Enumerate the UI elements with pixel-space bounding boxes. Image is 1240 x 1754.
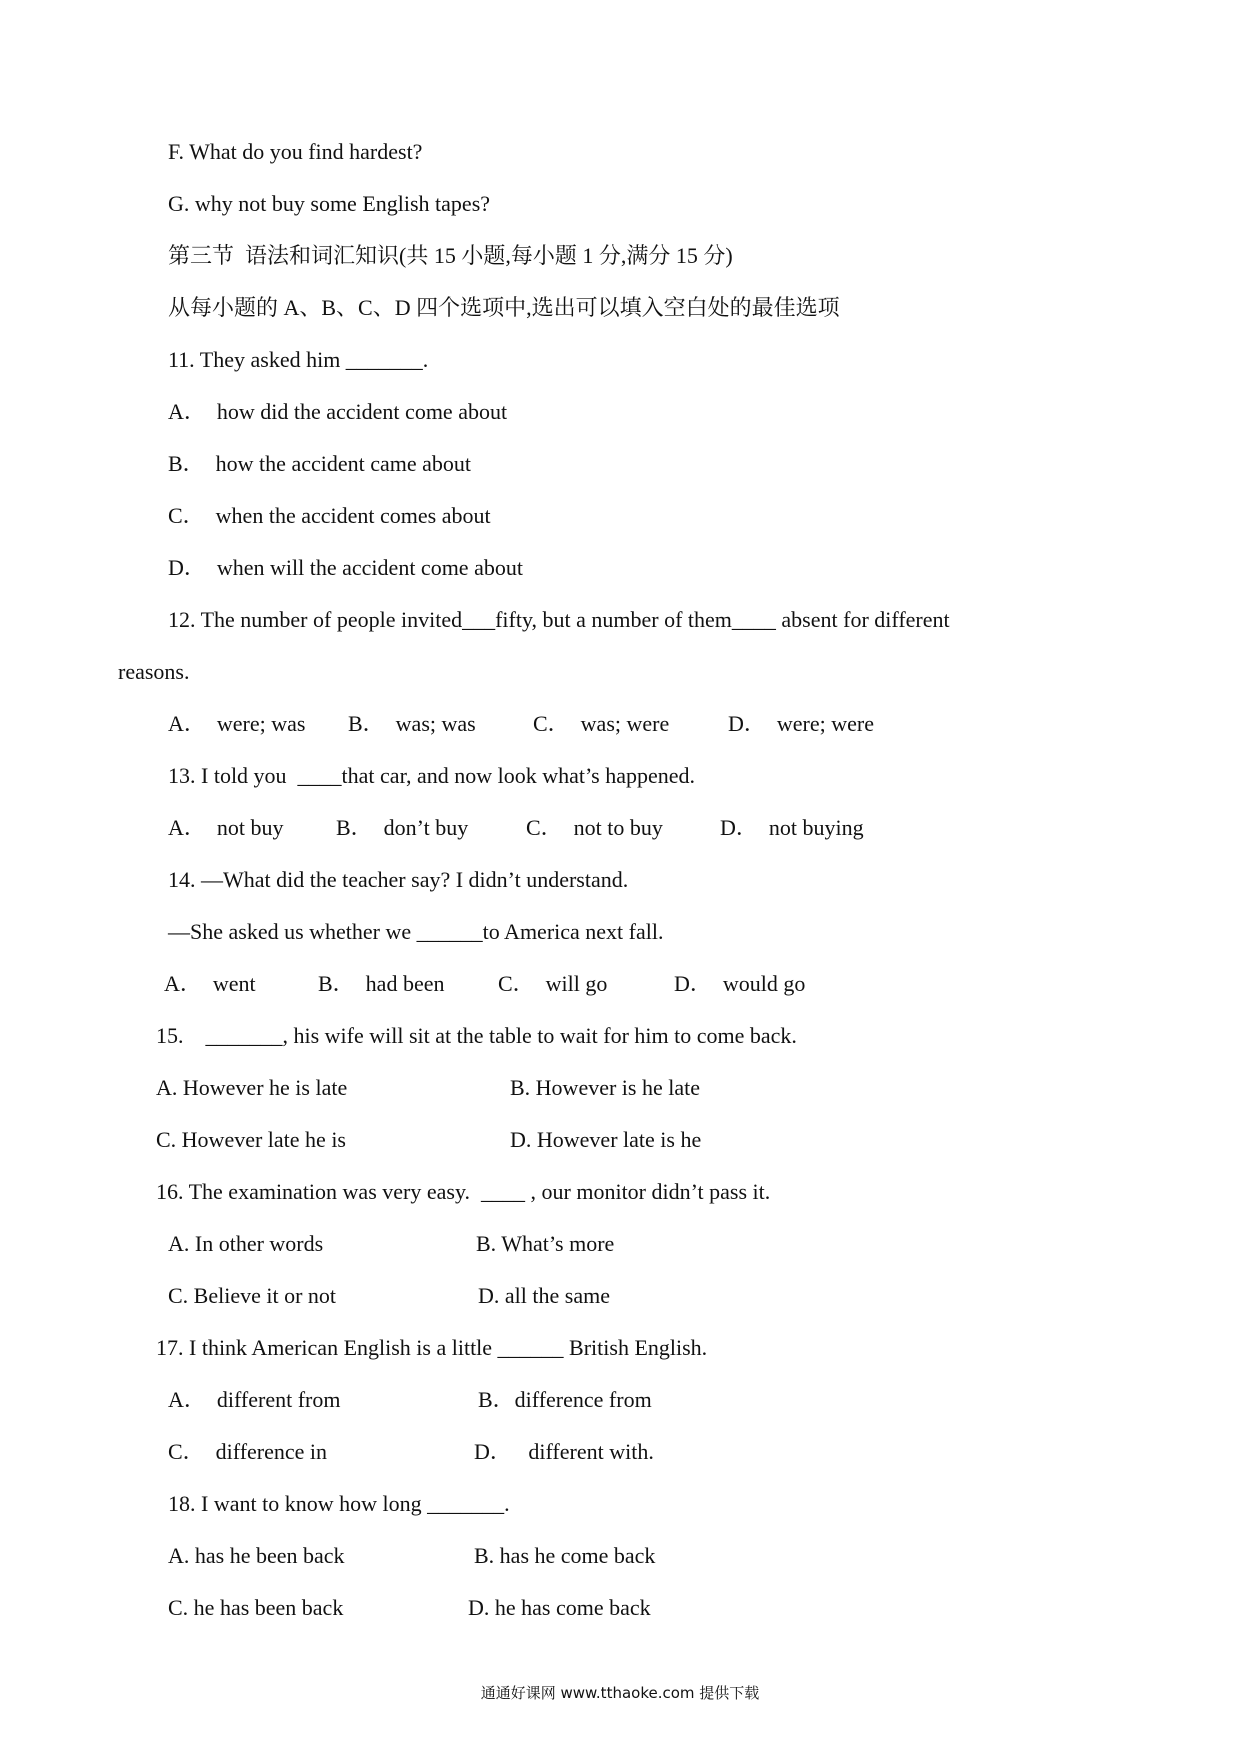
question-12-option-a: A． were; was bbox=[168, 711, 306, 736]
option-g-line: G. why not buy some English tapes? bbox=[168, 191, 491, 216]
question-12-option-b: B． was; was bbox=[348, 711, 476, 736]
question-16-stem: 16. The examination was very easy. ____ , our monitor didn’t pass it. bbox=[156, 1179, 771, 1204]
question-14-option-c: C． will go bbox=[498, 971, 608, 996]
question-13-option-a: A． not buy bbox=[168, 815, 284, 840]
question-11-option-b: B． how the accident came about bbox=[168, 451, 472, 476]
question-13-option-d: D． not buying bbox=[720, 815, 864, 840]
section-title: 第三节 语法和词汇知识(共 15 小题,每小题 1 分,满分 15 分) bbox=[168, 243, 733, 268]
question-17-option-c: C． difference in bbox=[168, 1439, 328, 1464]
question-18-option-b: B. has he come back bbox=[474, 1543, 656, 1568]
question-17-option-a: A． different from bbox=[168, 1387, 341, 1412]
option-f-line: F. What do you find hardest? bbox=[168, 139, 423, 164]
question-14-option-a: A． went bbox=[164, 971, 256, 996]
question-16-option-b: B. What’s more bbox=[476, 1231, 615, 1256]
question-11-option-a: A． how did the accident come about bbox=[168, 399, 508, 424]
question-16-option-a: A. In other words bbox=[168, 1231, 324, 1256]
question-11-option-d: D． when will the accident come about bbox=[168, 555, 523, 580]
question-15-option-c: C. However late he is bbox=[156, 1127, 346, 1152]
question-13-stem: 13. I told you ____that car, and now look what’s happened. bbox=[168, 763, 696, 788]
question-13-option-b: B． don’t buy bbox=[336, 815, 469, 840]
question-15-option-d: D. However late is he bbox=[510, 1127, 702, 1152]
question-12-option-d: D． were; were bbox=[728, 711, 874, 736]
question-17-stem: 17. I think American English is a little ______ British English. bbox=[156, 1335, 708, 1360]
section-instruction: 从每小题的 A、B、C、D 四个选项中,选出可以填入空白处的最佳选项 bbox=[168, 295, 840, 320]
question-11-stem: 11. They asked him _______. bbox=[168, 347, 429, 372]
question-12-option-c: C． was; were bbox=[533, 711, 670, 736]
question-15-option-a: A. However he is late bbox=[156, 1075, 348, 1100]
question-18-option-d: D. he has come back bbox=[468, 1595, 651, 1620]
question-12-stem: 12. The number of people invited___fifty, but a number of them____ absent for different bbox=[168, 607, 950, 632]
question-17-option-b: B．difference from bbox=[478, 1387, 652, 1412]
question-13-option-c: C． not to buy bbox=[526, 815, 663, 840]
question-18-option-a: A. has he been back bbox=[168, 1543, 345, 1568]
question-18-option-c: C. he has been back bbox=[168, 1595, 344, 1620]
question-15-option-b: B. However is he late bbox=[510, 1075, 700, 1100]
question-17-option-d: D． different with. bbox=[474, 1439, 654, 1464]
question-18-stem: 18. I want to know how long _______. bbox=[168, 1491, 510, 1516]
question-16-option-c: C. Believe it or not bbox=[168, 1283, 337, 1308]
question-14-option-b: B． had been bbox=[318, 971, 445, 996]
question-16-option-d: D. all the same bbox=[478, 1283, 610, 1308]
question-15-stem: 15. _______, his wife will sit at the table to wait for him to come back. bbox=[156, 1023, 797, 1048]
question-11-option-c: C． when the accident comes about bbox=[168, 503, 491, 528]
question-14-option-d: D． would go bbox=[674, 971, 806, 996]
question-14-stem: 14. —What did the teacher say? I didn’t understand. bbox=[168, 867, 629, 892]
question-14-stem-continued: —She asked us whether we ______to America next fall. bbox=[168, 919, 664, 944]
question-12-stem-continued: reasons. bbox=[118, 659, 190, 684]
page-footer: 通通好课网 www.tthaoke.com 提供下载 bbox=[480, 1684, 760, 1702]
